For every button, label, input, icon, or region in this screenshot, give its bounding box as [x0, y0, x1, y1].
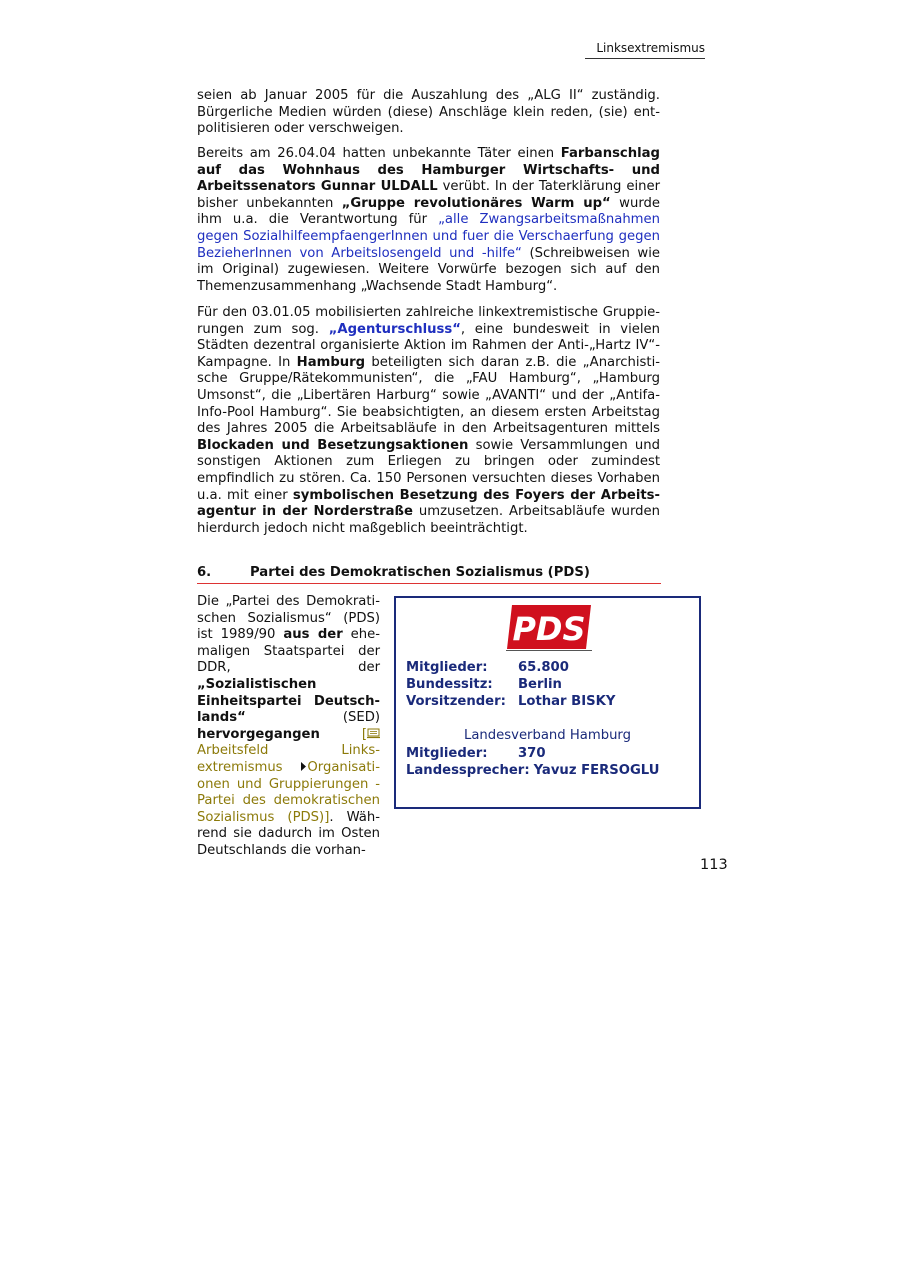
section-title: Partei des Demokratischen Sozialismus (PDS): [250, 565, 590, 580]
paragraph-3-text-3: beteiligten sich daran z.B. die „Anarchistische Gruppe/Rätekommunisten“, die „FAU Hamburg“, „Hamburg Umsonst“, die „Libertären Harburg“ sowie „AVANTI“ und der „Antifa-Info-Pool Hamburg“. Sie beabsichtigten, an diesem ersten Arbeitstag des Jahres 2005 die Arbeitsabläufe in den Arbeitsagenturen mittels: [197, 354, 661, 437]
paragraph-3-text-5: umzusetzen. Arbeitsabläufe wurden hierdurch jedoch nicht maßgeblich beeinträchtigt.: [197, 504, 660, 536]
fact-value: Berlin: [518, 677, 562, 693]
fact-label: Bundessitz:: [406, 677, 493, 693]
paragraph-3-text-1: Für den 03.01.05 mobilisierten zahlreiche linkextremistische Gruppierungen zum sog.: [197, 305, 660, 337]
left-column-text-2: ehemaligen Staatspartei der DDR, der: [197, 627, 380, 676]
fact-row-members: [406, 659, 615, 676]
running-header: Linksextremismus: [596, 41, 705, 55]
paragraph-3-bold-hamburg: Hamburg: [296, 354, 366, 370]
left-column-text-4: [320, 727, 362, 742]
fact-label: Mitglieder:: [406, 660, 488, 675]
paragraph-3-text-4: sowie Versammlungen und sonstigen Aktionen zum Erliegen zu bringen oder zumindest empfindlich zu stören. Ca. 150 Personen versuchten dieses Vorhaben u.a. mit einer: [197, 437, 660, 503]
paragraph-3-bold-blockaden: Blockaden und Besetzungsaktionen: [197, 437, 469, 453]
paragraph-2-bold-2: „Gruppe revolutionäres Warm up“: [341, 195, 611, 211]
cross-reference-open: [: [361, 726, 367, 742]
logo-rule: [506, 650, 592, 651]
fact-row-state-members: [406, 745, 659, 762]
paragraph-3-bold-besetzung: symbolischen Besetzung des Foyers der Arbeitsagentur in der Norderstraße: [197, 487, 660, 520]
state-association-title: Landesverband Hamburg: [464, 728, 631, 743]
fact-label: Mitglieder:: [406, 746, 488, 761]
left-column-bold-3: hervorgegangen: [197, 726, 320, 742]
paragraph-3-agenturschluss: „Agenturschluss“: [328, 321, 461, 337]
left-column-text: [197, 594, 380, 860]
svg-text:PDS: PDS: [512, 610, 586, 648]
fact-value: 370: [518, 746, 546, 761]
paragraph-2-quote: „alle Zwangsarbeitsmaßnahmen gegen SozialhilfeempfaengerInnen und fuer die Verschaerfung gegen BezieherInnen von Arbeitslosengeld und -hilfe“: [197, 212, 661, 261]
header-rule: [585, 58, 705, 59]
paragraph-3: [197, 305, 660, 537]
left-column-bold-2: „Sozialistischen Einheitspartei Deutschlands“: [197, 676, 380, 726]
state-facts: [406, 745, 659, 779]
left-column-bold-1: aus der: [283, 627, 343, 643]
fact-value: Yavuz FERSOGLU: [533, 763, 660, 779]
section-number: 6.: [197, 565, 212, 580]
paragraph-2-text-1: Bereits am 26.04.04 hatten unbekannte Täter einen: [197, 146, 561, 161]
left-column-text-1: Die „Partei des Demokratischen Sozialismus“ (PDS) ist 1989/90: [197, 594, 380, 643]
fact-row-seat: [406, 676, 615, 693]
left-column-text-3: (SED): [245, 710, 380, 726]
fact-label: Vorsitzender:: [406, 694, 506, 710]
section-heading: [197, 564, 661, 584]
fact-value: Lothar BISKY: [518, 694, 616, 710]
paragraph-1: seien ab Januar 2005 für die Auszahlung des „ALG II“ zuständig. Bürgerliche Medien würden (diese) Anschläge klein reden, (sie) entpolitisieren oder verschweigen.: [197, 88, 660, 137]
fact-label: Landessprecher:: [406, 763, 530, 779]
paragraph-2-text-4: (Schreibweisen wie im Original) zugewiesen. Weitere Vorwürfe bezogen sich auf den Themenzusammenhang „Wachsende Stadt Hamburg“.: [197, 245, 660, 294]
fact-value: 65.800: [518, 660, 569, 675]
paragraph-3-text-2: , eine bundesweit in vielen Städten dezentral organisierte Aktion im Rahmen der Anti-„Hartz IV“-Kampagne. In: [197, 321, 661, 370]
federal-facts: [406, 659, 615, 711]
paragraph-2-text-2: verübt. In der Taterklärung einer bisher unbekannten: [197, 179, 661, 211]
cross-reference-text: Arbeitsfeld Linksextremismus: [197, 743, 380, 775]
page-number: 113: [700, 857, 728, 873]
paragraph-2-text-3: wurde ihm u.a. die Verantwortung für: [197, 195, 660, 228]
cross-reference-tail: Organisationen und Gruppierungen - Partei des demokratischen Sozialismus (PDS)]: [197, 759, 380, 825]
pds-logo: [506, 604, 592, 650]
party-info-box: [394, 596, 701, 809]
fact-row-state-speaker: [406, 762, 659, 779]
book-icon: [367, 728, 380, 739]
left-column-text-5: . Während sie dadurch im Osten Deutschlands die vorhan-: [197, 809, 380, 858]
paragraph-2-bold-1: Farbanschlag auf das Wohnhaus des Hamburger Wirtschafts- und Arbeitssenators Gunnar ULDALL: [197, 146, 660, 195]
paragraph-2: [197, 146, 660, 295]
fact-row-chair: [406, 693, 615, 710]
